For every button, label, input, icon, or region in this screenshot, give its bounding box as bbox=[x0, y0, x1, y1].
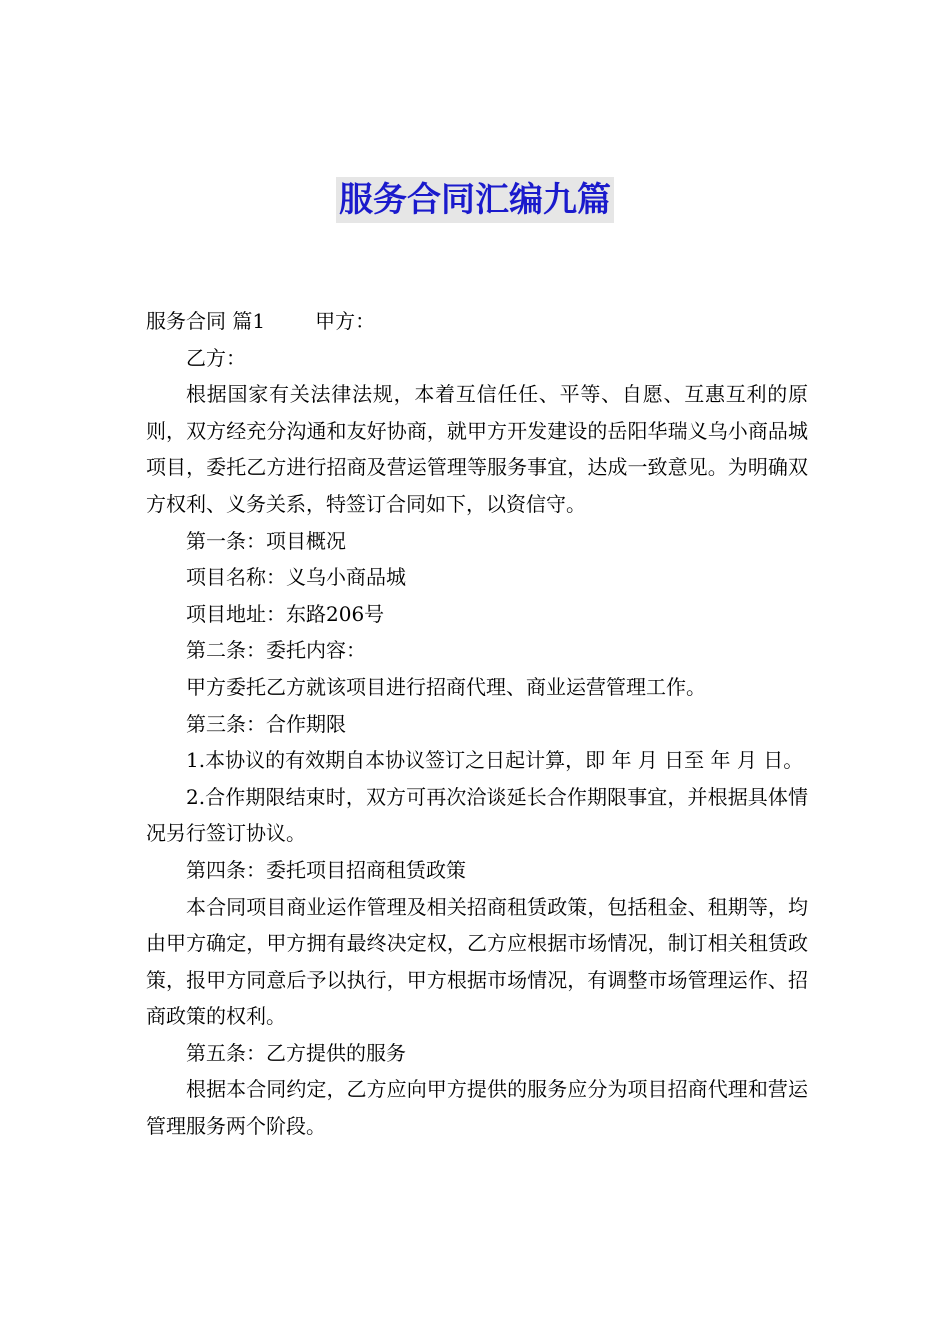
article-4-heading: 第四条：委托项目招商租赁政策 bbox=[186, 857, 466, 882]
article-5-heading: 第五条：乙方提供的服务 bbox=[186, 1040, 406, 1065]
article-5-paragraph: 根据本合同约定，乙方应向甲方提供的服务应分为项目招商代理和营运管理服务两个阶段。 bbox=[146, 1077, 808, 1139]
article-2-heading: 第二条：委托内容： bbox=[186, 638, 366, 663]
article-3-heading: 第三条：合作期限 bbox=[186, 711, 346, 736]
party-b-label: 乙方： bbox=[186, 345, 246, 370]
article-3-item-1: 1.本协议的有效期自本协议签订之日起计算，即 年 月 日至 年 月 日。 bbox=[186, 748, 804, 773]
article-2-paragraph: 甲方委托乙方就该项目进行招商代理、商业运营管理工作。 bbox=[186, 674, 706, 699]
section-heading: 服务合同 篇1 bbox=[146, 309, 266, 333]
project-address-line: 项目地址：东路206号 bbox=[186, 601, 385, 626]
document-title bbox=[0, 177, 950, 223]
article-4-paragraph: 本合同项目商业运作管理及相关招商租赁政策，包括租金、租期等，均由甲方确定，甲方拥有最终决定权，乙方应根据市场情况，制订相关租赁政策，报甲方同意后予以执行，甲方根据市场情况，有调整市场管理运作、招商政策的权利。 bbox=[146, 894, 808, 1029]
document-title-text: 服务合同汇编九篇 bbox=[336, 177, 614, 223]
party-a-label: 甲方： bbox=[315, 309, 376, 333]
article-3-item-2: 2.合作期限结束时，双方可再次洽谈延长合作期限事宜，并根据具体情况另行签订协议。 bbox=[146, 784, 808, 846]
section-heading-line bbox=[146, 303, 808, 340]
article-1-heading: 第一条：项目概况 bbox=[186, 528, 346, 553]
document-body bbox=[146, 303, 808, 1145]
project-name-line: 项目名称：义乌小商品城 bbox=[186, 565, 406, 590]
preamble-paragraph: 根据国家有关法律法规，本着互信任任、平等、自愿、互惠互利的原则，双方经充分沟通和友好协商，就甲方开发建设的岳阳华瑞义乌小商品城项目，委托乙方进行招商及营运管理等服务事宜，达成一致意见。为明确双方权利、义务关系，特签订合同如下，以资信守。 bbox=[146, 382, 808, 516]
